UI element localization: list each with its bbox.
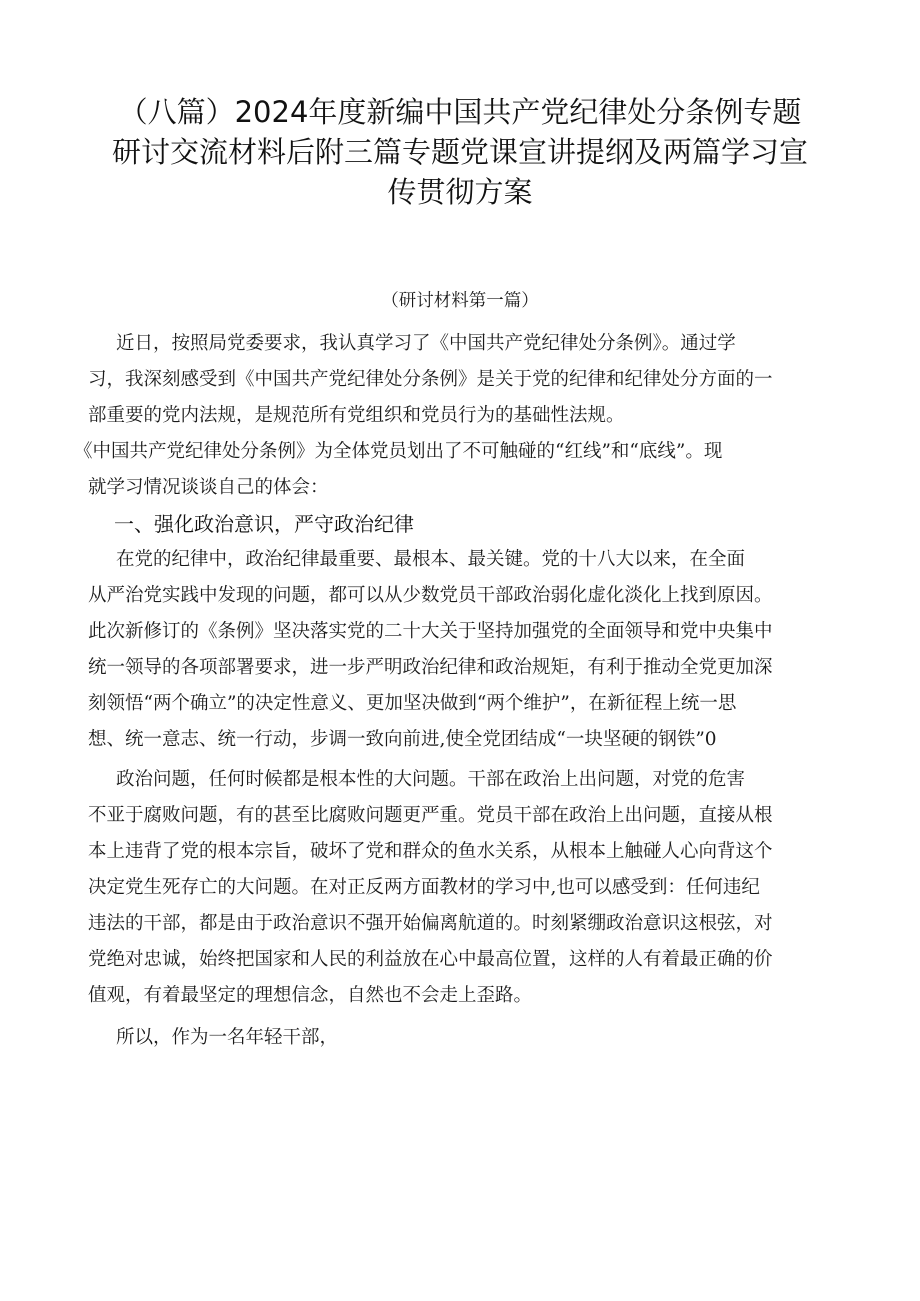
paragraph-line: 想、统一意志、统一行动，步调一致向前进,使全党团结成“一块坚硬的钢铁”0 [88, 729, 717, 750]
paragraph-line: 党绝对忠诚，始终把国家和人民的利益放在心中最高位置，这样的人有着最正确的价 [88, 949, 773, 970]
paragraph-line: 习，我深刻感受到《中国共产党纪律处分条例》是关于党的纪律和纪律处分方面的一 [88, 369, 773, 390]
paragraph-line: 部重要的党内法规，是规范所有党组织和党员行为的基础性法规。 [88, 405, 625, 426]
paragraph-line: 不亚于腐败问题，有的甚至比腐败问题更严重。党员干部在政治上出问题，直接从根 [88, 805, 773, 826]
paragraph-line: 《中国共产党纪律处分条例》为全体党员划出了不可触碰的“红线”和“底线”。现 [74, 441, 723, 462]
paragraph-line: 政治问题，任何时候都是根本性的大问题。干部在政治上出问题，对党的危害 [116, 769, 746, 790]
document-subtitle: （研讨材料第一篇） [381, 291, 539, 311]
paragraph-line: 统一领导的各项部署要求，进一步严明政治纪律和政治规矩，有利于推动全党更加深 [88, 657, 773, 678]
paragraph-line: 在党的纪律中，政治纪律最重要、最根本、最关键。党的十八大以来，在全面 [116, 549, 746, 570]
paragraph-line: 所以，作为一名年轻干部， [116, 1027, 339, 1048]
section-heading: 一、强化政治意识，严守政治纪律 [114, 512, 414, 536]
title-line-2: 研讨交流材料后附三篇专题党课宣讲提纲及两篇学习宣 [111, 135, 808, 169]
paragraph-line: 决定党生死存亡的大问题。在对正反两方面教材的学习中,也可以感受到：任何违纪 [88, 877, 760, 898]
document-body [74, 326, 862, 1056]
paragraph-line: 值观，有着最坚定的理想信念，自然也不会走上歪路。 [88, 985, 533, 1006]
title-line-3: 传贯彻方案 [387, 175, 533, 209]
paragraph-line: 刻领悟“两个确立”的决定性意义、更加坚决做到“两个维护”，在新征程上统一思 [88, 693, 737, 714]
paragraph-line: 此次新修订的《条例》坚决落实党的二十大关于坚持加强党的全面领导和党中央集中 [88, 621, 773, 642]
paragraph-line: 就学习情况谈谈自己的体会： [88, 477, 329, 498]
paragraph-line: 从严治党实践中发现的问题，都可以从少数党员干部政治弱化虚化淡化上找到原因。 [88, 585, 773, 606]
document-title [90, 92, 830, 212]
title-line-1: （八篇）2024年度新编中国共产党纪律处分条例专题 [118, 95, 802, 129]
paragraph-line: 违法的干部，都是由于政治意识不强开始偏离航道的。时刻紧绷政治意识这根弦，对 [88, 913, 773, 934]
paragraph-line: 本上违背了党的根本宗旨，破坏了党和群众的鱼水关系，从根本上触碰人心向背这个 [88, 841, 773, 862]
paragraph-line: 近日，按照局党委要求，我认真学习了《中国共产党纪律处分条例》。通过学 [116, 333, 736, 354]
